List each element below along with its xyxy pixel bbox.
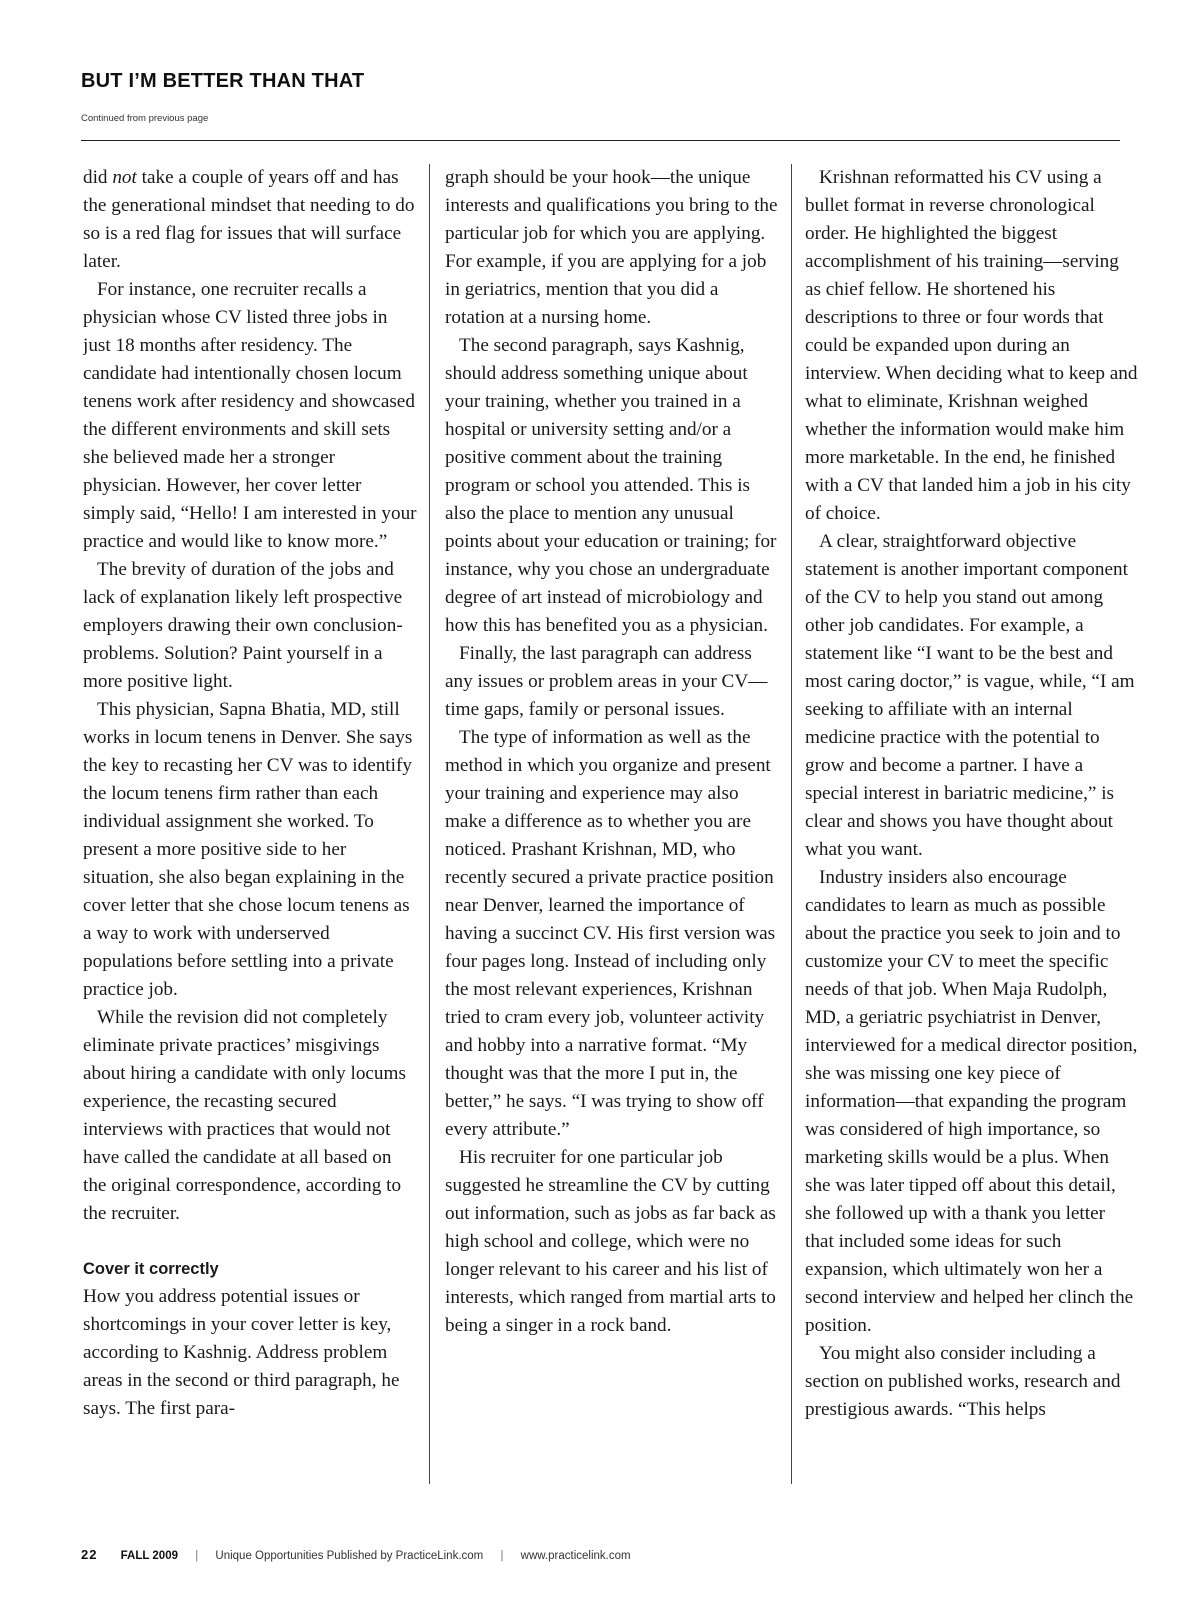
paragraph: While the revision did not completely eliminate private practices’ misgivings about hiring a candidate with only locums experience, the recasting secured interviews with practices that would not have called the candidate at all based on the original correspondence, according to the recruiter. — [83, 1007, 406, 1224]
paragraph: His recruiter for one particular job suggested he streamline the CV by cutting out information, such as jobs as far back as high school and college, which were no longer relevant to his career and his list of interests, which ranged from martial arts to being a singer in a rock band. — [445, 1147, 776, 1336]
header-divider — [81, 140, 1120, 141]
paragraph: For instance, one recruiter recalls a physician whose CV listed three jobs in just 18 months after residency. The candidate had intentionally chosen locum tenens work after residency and showcased the different environments and skill sets she believed made her a stronger physician. However, her cover letter simply said, “Hello! I am interested in your practice and would like to know more.” — [83, 279, 417, 552]
paragraph: You might also consider including a section on published works, research and prestigious awards. “This helps — [805, 1343, 1121, 1420]
continued-note: Continued from previous page — [81, 113, 209, 124]
paragraph: This physician, Sapna Bhatia, MD, still works in locum tenens in Denver. She says the key to recasting her CV was to identify the locum tenens firm rather than each individual assignment she worked. To present a more positive side to her situation, she also began explaining in the cover letter that she chose locum tenens as a way to work with underserved populations before settling into a private practice job. — [83, 699, 413, 1000]
paragraph: Finally, the last paragraph can address any issues or problem areas in your CV—time gaps, family or personal issues. — [445, 643, 768, 720]
website-link[interactable]: www.practicelink.com — [520, 1550, 631, 1562]
paragraph: The type of information as well as the method in which you organize and present your training and experience may also make a difference as to whether you are noticed. Prashant Krishnan, MD, who recently secured a private practice position near Denver, learned the importance of having a succinct CV. His first version was four pages long. Instead of including only the most relevant experiences, Krishnan tried to cram every job, volunteer activity and hobby into a narrative format. “My thought was that the more I put in, the better,” he says. “I was trying to show off every attribute.” — [445, 727, 776, 1140]
paragraph: The second paragraph, says Kashnig, should address something unique about your training, whether you trained in a hospital or university setting and/or a positive comment about the training program or school you attended. This is also the place to mention any unusual points about your education or training; for instance, why you chose an undergraduate degree of art instead of microbiology and how this has benefited you as a physician. — [445, 335, 777, 636]
paragraph: Industry insiders also encourage candidates to learn as much as possible about the practice you seek to join and to customize your CV to meet the specific needs of that job. When Maja Rudolph, MD, a geriatric psychiatrist in Denver, interviewed for a medical director position, she was missing one key piece of information—that expanding the program was considered of high importance, so marketing skills would be a plus. When she was later tipped off about this detail, she followed up with a thank you letter that included some ideas for such expansion, which ultimately won her a second interview and helped her clinch the position. — [805, 867, 1138, 1336]
page-title: BUT I’M BETTER THAN THAT — [81, 70, 365, 92]
article-column-1 — [83, 164, 418, 1484]
paragraph: Krishnan reformatted his CV using a bullet format in reverse chronological order. He highlighted the biggest accomplishment of his training—serving as chief fellow. He shortened his descriptions to three or four words that could be expanded upon during an interview. When deciding what to keep and what to eliminate, Krishnan weighed whether the information would make him more marketable. In the end, he finished with a CV that landed him a job in his city of choice. — [805, 167, 1138, 524]
paragraph: A clear, straightforward objective statement is another important component of the CV to help you stand out among other job candidates. For example, a statement like “I want to be the best and most caring doctor,” is vague, while, “I am seeking to affiliate with an internal medicine practice with the potential to grow and become a partner. I have a special interest in bariatric medicine,” is clear and shows you have thought about what you want. — [805, 531, 1135, 860]
issue-season: FALL 2009 — [120, 1550, 178, 1562]
page-number: 22 — [81, 1547, 98, 1562]
column-divider — [429, 164, 430, 1484]
column-divider — [791, 164, 792, 1484]
paragraph: did not take a couple of years off and has the generational mindset that needing to do so is a red flag for issues that will surface later. — [83, 167, 415, 272]
section-subheading: Cover it correctly — [83, 1260, 219, 1278]
page-footer — [81, 1547, 631, 1562]
emphasis: not — [112, 167, 137, 188]
footer-separator: | — [195, 1550, 199, 1562]
paragraph: The brevity of duration of the jobs and lack of explanation likely left prospective employers drawing their own conclusion-problems. Solution? Paint yourself in a more positive light. — [83, 559, 403, 692]
publication-name: Unique Opportunities Published by PracticeLink.com — [215, 1550, 484, 1562]
article-column-3 — [805, 164, 1138, 1484]
article-column-2 — [445, 164, 780, 1484]
paragraph: graph should be your hook—the unique interests and qualifications you bring to the particular job for which you are applying. For example, if you are applying for a job in geriatrics, mention that you did a rotation at a nursing home. — [445, 167, 778, 328]
paragraph: How you address potential issues or shortcomings in your cover letter is key, according to Kashnig. Address problem areas in the second or third paragraph, he says. The first para- — [83, 1286, 400, 1419]
footer-separator: | — [500, 1550, 504, 1562]
